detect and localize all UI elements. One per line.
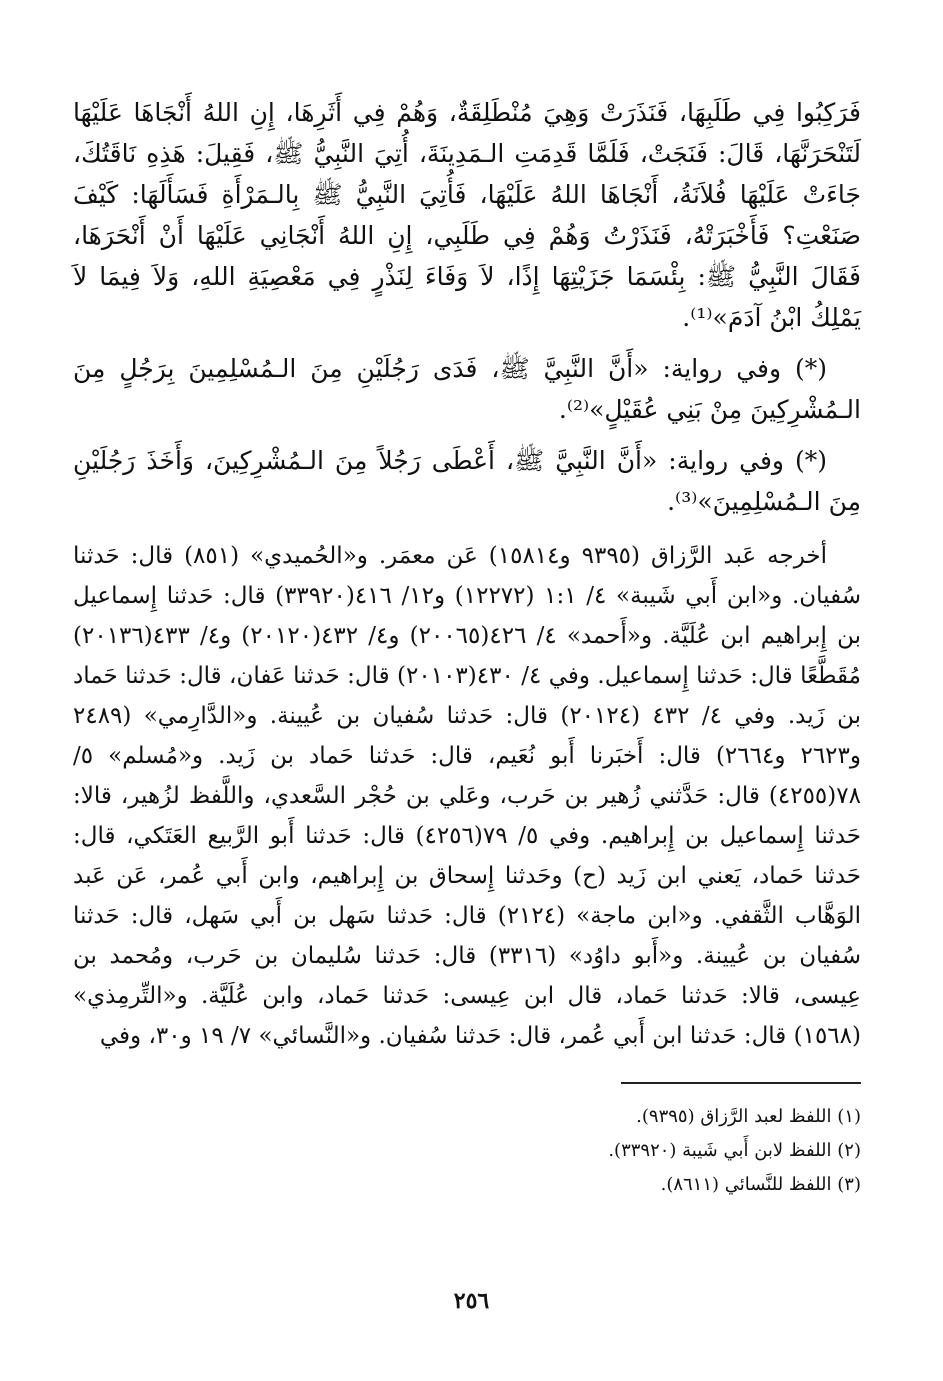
takhrij-paragraph: أخرجه عَبد الرَّزاق (٩٣٩٥ و١٥٨١٤) عَن معمَر. و«الحُميدي» (٨٥١) قال: حَدثنا سُفيان. و«ابن أَبي شَيبة» ٤/ ١:١ (١٢٢٧٢) و١٢/ ٤١٦(٣٣٩٢٠) قال: حَدثنا إِسماعيل بن إِبراهيم ابن عُلَيَّة. و«أَحمد» ٤/ ٤٢٦(٢٠٠٦٥) و٤/ ٤٣٢(٢٠١٢٠) و٤/ ٤٣٣(٢٠١٣٦) مُقَطَّعًا قال: حَدثنا إِسماعيل. وفي ٤/ ٤٣٠(٢٠١٠٣) قال: حَدثنا عَفان، قال: حَدثنا حَماد بن زَيد. وفي ٤/ ٤٣٢ (٢٠١٢٤) قال: حَدثنا سُفيان بن عُيينة. و«الدَّارِمي» (٢٤٨٩ و٢٦٢٣ و٢٦٦٤) قال: أَخبَرنا أَبو نُعَيم، قال: حَدثنا حَماد بن زَيد. و«مُسلم» ٥/ ٧٨(٤٢٥٥) قال: حَدَّثني زُهير بن حَرب، وعَلي بن حُجْر السَّعدي، واللَّفظ لزُهير، قالا: حَدثنا إِسماعيل بن إِبراهيم. وفي ٥/ ٧٩(٤٢٥٦) قال: حَدثنا أَبو الرَّبيع العَتَكي، قال: حَدثنا حَماد، يَعني ابن زَيد (ح) وحَدثنا إِسحاق بن إِبراهيم، وابن أَبي عُمر، عَن عَبد الوَهَّاب الثَّقفي. و«ابن ماجة» (٢١٢٤) قال: حَدثنا سَهل بن أَبي سَهل، قال: حَدثنا سُفيان بن عُيينة. و«أَبو داوُد» (٣٣١٦) قال: حَدثنا سُليمان بن حَرب، ومُحمد بن عِيسى، قالا: حَدثنا حَماد، قال ابن عِيسى: حَدثنا حَماد، وابن عُلَيَّة. و«التِّرمِذي» (١٥٦٨) قال: حَدثنا ابن أَبي عُمر، قال: حَدثنا سُفيان. و«النَّسائي» ٧/ ١٩ و٣٠، وفي (73, 543, 862, 1049)
hadith-paragraph: فَرَكِبُوا فِي طَلَبِهَا، فَنَذَرَتْ وَهِيَ مُنْطَلِقَةٌ، وَهُمْ فِي أَثَرِهَا، إِنِ اللهُ أَنْجَاهَا عَلَيْهَا لَتَنْحَرَنَّهَا، قَالَ: فَنَجَتْ، فَلَمَّا قَدِمَتِ الـمَدِينَةَ، أُتِيَ النَّبِيُّ ﷺ، فَقِيلَ: هَذِهِ نَاقَتُكَ، جَاءَتْ عَلَيْهَا فُلاَنَةُ، أَنْجَاهَا اللهُ عَلَيْهَا، فَأُتِيَ النَّبِيُّ ﷺ بِالـمَرْأَةِ فَسَأَلَهَا: كَيْفَ صَنَعْتِ؟ فَأَخْبَرَتْهُ، فَنَذَرْتُ وَهُمْ فِي طَلَبِي، إِنِ اللهُ أَنْجَانِي عَلَيْهَا أَنْ أَنْحَرَهَا، فَقَالَ النَّبِيُّ ﷺ: بِئْسَمَا جَزَيْتِهَا إِذًا، لاَ وَفَاءَ لِنَذْرٍ فِي مَعْصِيَةِ اللهِ، وَلاَ فِيمَا لاَ يَمْلِكُ ابْنُ آدَمَ»⁽¹⁾. (73, 98, 861, 332)
footnote-divider (621, 1082, 861, 1084)
footnote-3: (٣) اللفظ للنَّسائي (٨٦١١). (660, 1174, 861, 1195)
footnotes (73, 1100, 861, 1202)
narration-variant-1: (*) وفي رواية: «أَنَّ النَّبِيَّ ﷺ، فَدَى رَجُلَيْنِ مِنَ الـمُسْلِمِينَ بِرَجُلٍ مِنَ الـمُشْرِكِينَ مِنْ بَنِي عُقَيْلٍ»⁽²⁾. (73, 354, 861, 424)
page-number: ٢٥٦ (453, 1288, 490, 1314)
footnote-2: (٢) اللفظ لابن أَبي شَيبة (٣٣٩٢٠). (608, 1140, 861, 1161)
footnote-1: (١) اللفظ لعبد الرَّزاق (٩٣٩٥). (636, 1106, 861, 1127)
book-page (73, 92, 861, 1202)
hadith-text (73, 92, 861, 522)
narration-variant-2: (*) وفي رواية: «أَنَّ النَّبِيَّ ﷺ، أَعْطَى رَجُلاً مِنَ الـمُشْرِكِينَ، وَأَخَذَ رَجُلَيْنِ مِنَ الـمُسْلِمِينَ»⁽³⁾. (73, 446, 861, 516)
